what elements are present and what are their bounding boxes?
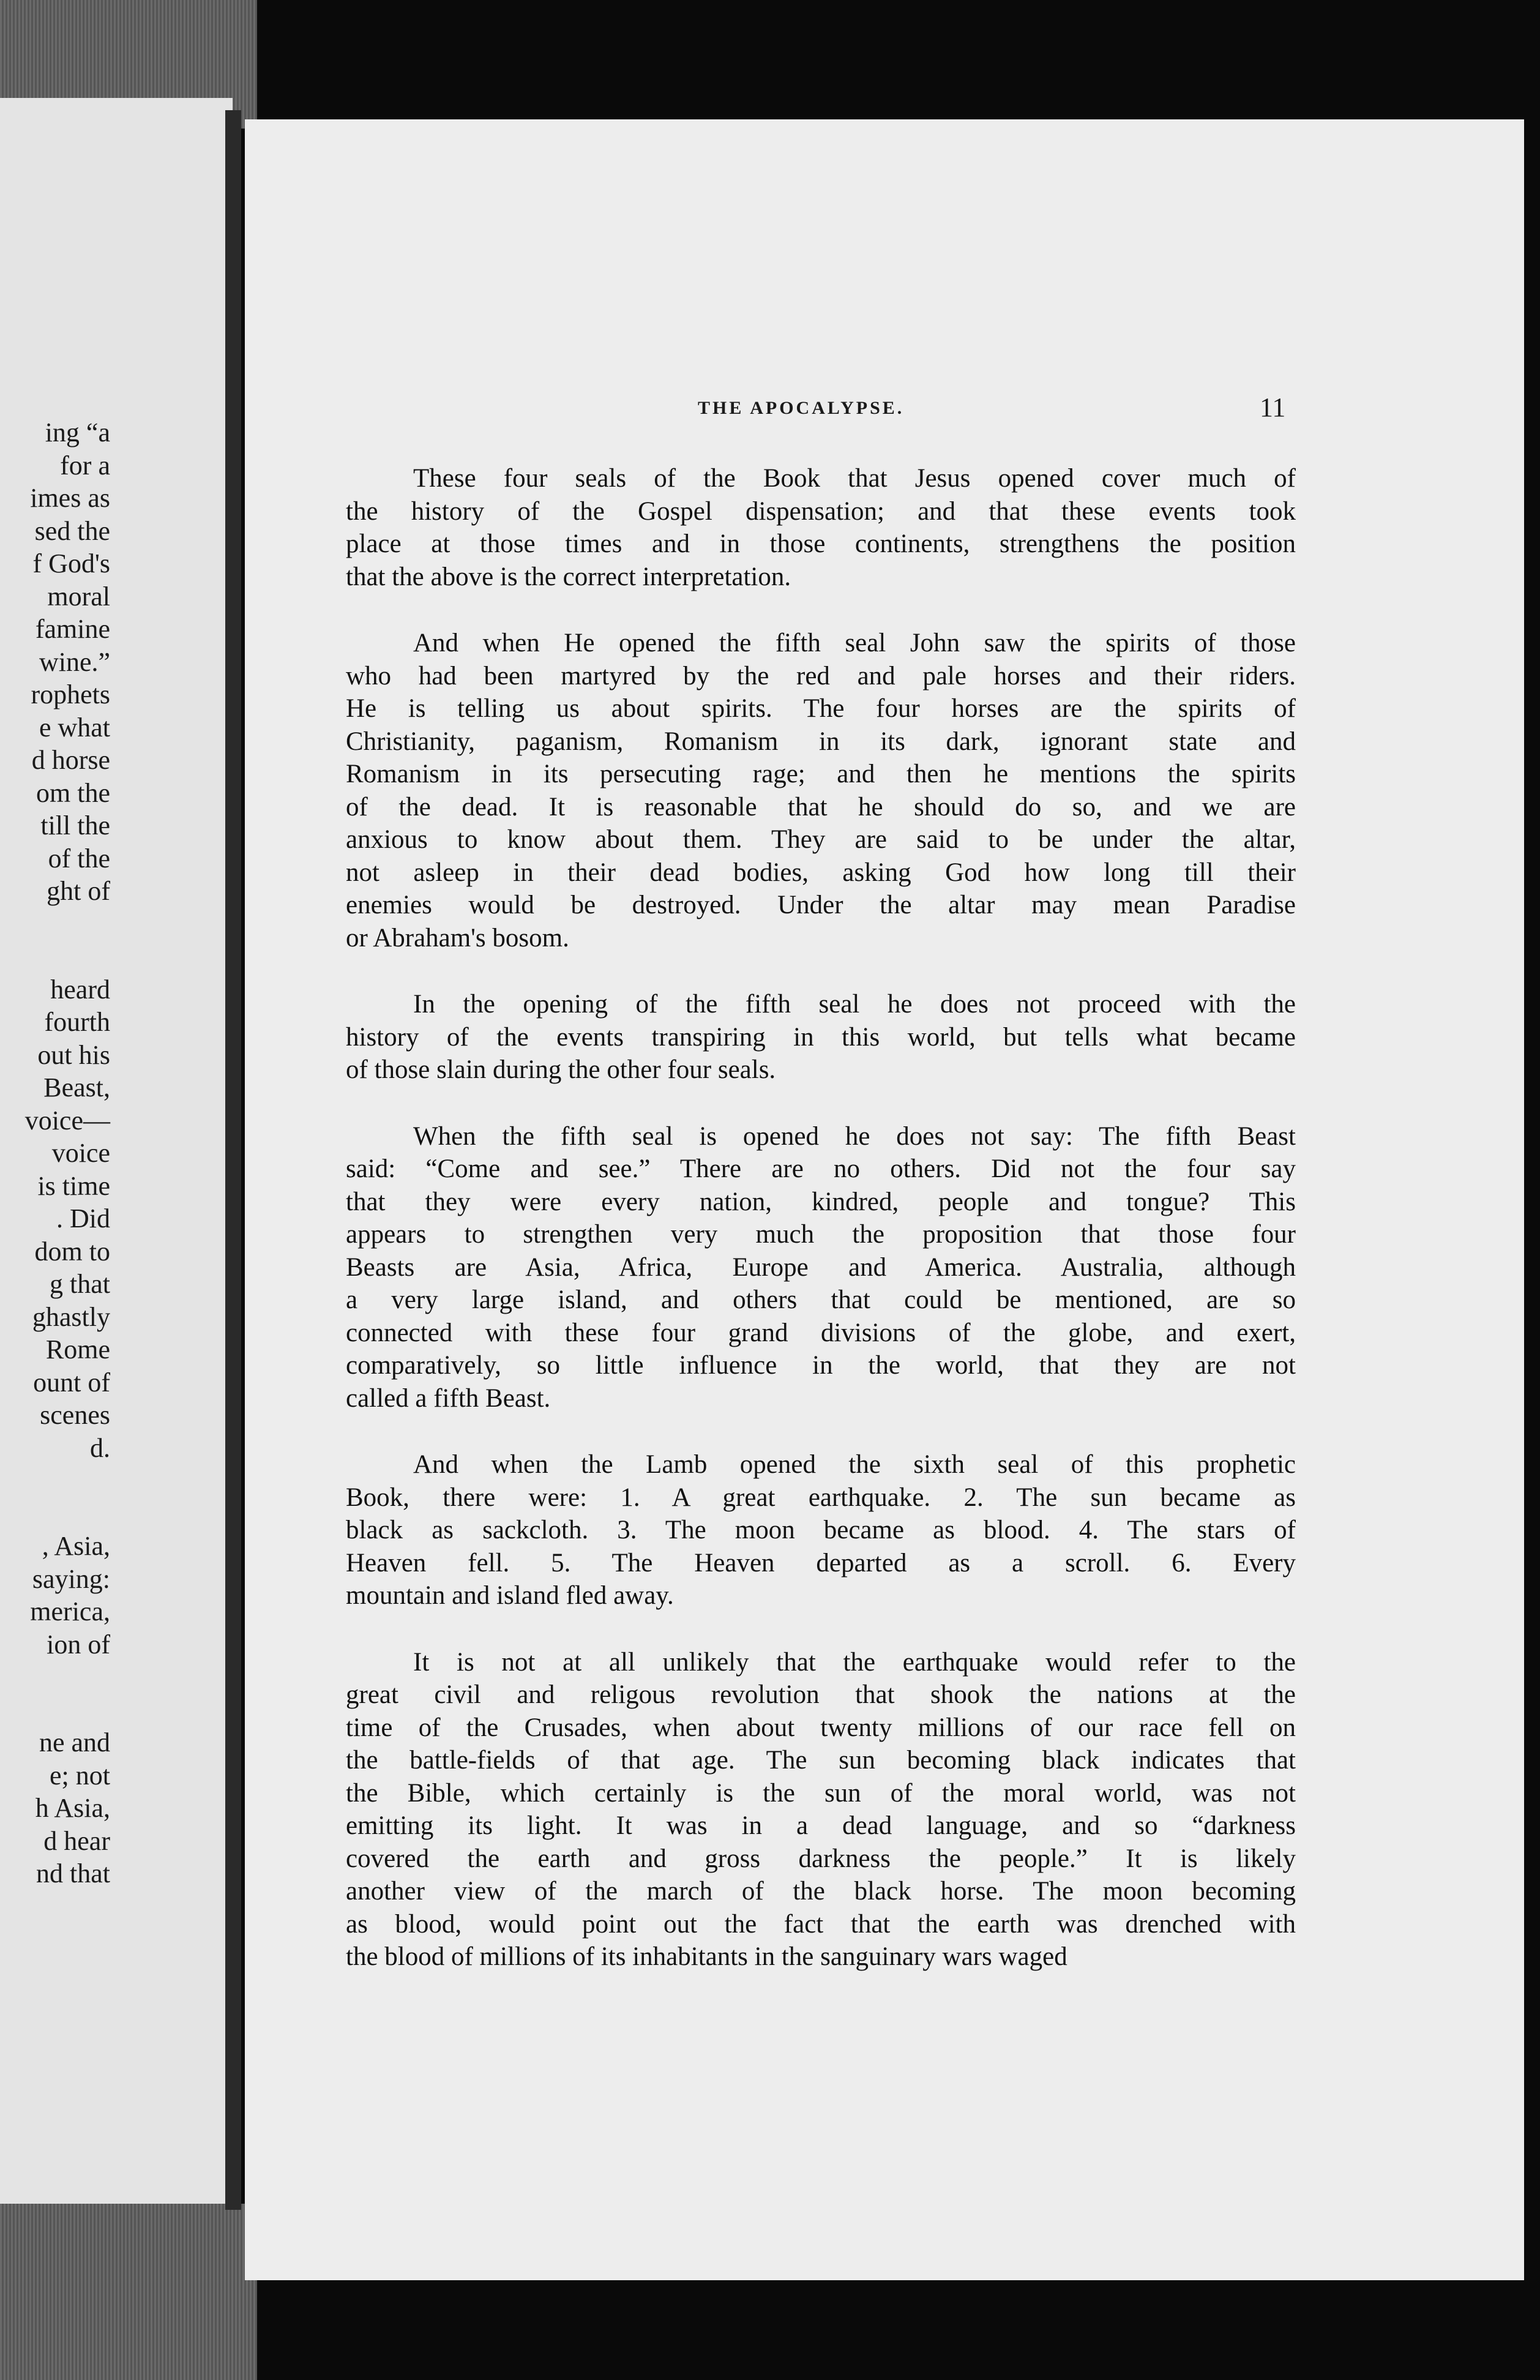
left-fragment-line: of the: [48, 843, 110, 874]
paragraph: [346, 988, 1296, 1087]
text-line: great civil and religous revolution that shook the nations at the: [346, 1680, 1296, 1709]
text-line: Beasts are Asia, Africa, Europe and America. Australia, although: [346, 1252, 1296, 1282]
text-line: of those slain during the other four seals.: [346, 1055, 776, 1084]
text-line: covered the earth and gross darkness the people.” It is likely: [346, 1844, 1296, 1873]
left-fragment-line: scenes: [40, 1400, 110, 1430]
body-text: [346, 462, 1296, 2007]
page-gutter: [225, 110, 241, 2210]
left-fragment-line: merica,: [30, 1596, 110, 1626]
left-fragment-line: d hear: [43, 1825, 110, 1856]
text-line: or Abraham's bosom.: [346, 923, 569, 952]
paragraph: [346, 1120, 1296, 1415]
text-line: He is telling us about spirits. The four horses are the spirits of: [346, 694, 1296, 723]
left-fragment-line: [0, 940, 110, 973]
text-line: time of the Crusades, when about twenty millions of our race fell on: [346, 1713, 1296, 1742]
left-fragment-line: [0, 1464, 110, 1497]
left-fragment-line: ght of: [47, 876, 110, 906]
left-fragment-line: voice: [51, 1138, 110, 1168]
text-line: Heaven fell. 5. The Heaven departed as a scroll. 6. Every: [346, 1548, 1296, 1577]
left-fragment-line: saying:: [32, 1563, 110, 1594]
text-line: another view of the march of the black horse. The moon becoming: [346, 1877, 1296, 1906]
paragraph: [346, 462, 1296, 593]
text-line: enemies would be destroyed. Under the altar may mean Paradise: [346, 891, 1296, 919]
left-fragment-line: wine.”: [39, 646, 110, 677]
text-line: that they were every nation, kindred, people and tongue? This: [346, 1187, 1296, 1216]
left-page: [0, 98, 233, 2204]
text-line: history of the events transpiring in this world, but tells what became: [346, 1022, 1296, 1052]
left-fragment-line: f God's: [32, 548, 110, 578]
left-fragment-line: ghastly: [32, 1301, 110, 1332]
left-fragment-line: imes as: [30, 483, 110, 513]
left-fragment-line: rophets: [31, 679, 110, 709]
left-fragment-line: ount of: [33, 1367, 110, 1398]
text-line: called a fifth Beast.: [346, 1383, 551, 1413]
left-fragment-line: [0, 1661, 110, 1694]
text-line: that the above is the correct interpretation.: [346, 562, 791, 591]
left-fragment-line: Beast,: [43, 1072, 110, 1102]
left-fragment-line: [0, 908, 110, 941]
left-fragment-line: dom to: [34, 1236, 110, 1267]
left-fragment-line: is time: [37, 1170, 110, 1201]
binding-cloth-bottom: [0, 2204, 257, 2380]
text-line: said: “Come and see.” There are no others. Did not the four say: [346, 1154, 1296, 1183]
left-fragment-line: g that: [50, 1269, 110, 1299]
left-fragment-line: fourth: [44, 1007, 110, 1037]
text-line: a very large island, and others that could be mentioned, are so: [346, 1285, 1296, 1314]
text-line: black as sackcloth. 3. The moon became as blood. 4. The stars of: [346, 1516, 1296, 1544]
left-fragment-line: sed the: [34, 515, 110, 546]
left-fragment-line: d horse: [31, 745, 110, 775]
left-fragment-line: out his: [37, 1039, 110, 1070]
left-fragment-line: [0, 1497, 110, 1530]
text-line: place at those times and in those continents, strengthens the position: [346, 530, 1296, 558]
text-line: the battle-fields of that age. The sun becoming black indicates that: [346, 1746, 1296, 1775]
text-line: who had been martyred by the red and pale horses and their riders.: [346, 661, 1296, 690]
text-line: Romanism in its persecuting rage; and then he mentions the spirits: [346, 760, 1296, 788]
left-fragment-line: e what: [39, 712, 110, 743]
left-fragment-line: d.: [90, 1432, 110, 1463]
left-fragment-line: [0, 1694, 110, 1727]
text-line: When the fifth seal is opened he does not say: The fifth Beast: [413, 1121, 1296, 1151]
left-fragment-line: for a: [60, 450, 110, 481]
text-line: emitting its light. It was in a dead language, and so “darkness: [346, 1811, 1296, 1840]
left-fragment-line: ne and: [39, 1727, 110, 1757]
left-fragment-line: ion of: [47, 1629, 110, 1660]
left-fragment-line: nd that: [36, 1858, 110, 1888]
text-line: Book, there were: 1. A great earthquake. 2. The sun became as: [346, 1483, 1296, 1512]
left-page-text-fragment: [0, 416, 110, 1890]
left-fragment-line: , Asia,: [42, 1531, 110, 1561]
left-fragment-line: moral: [47, 581, 110, 612]
text-line: And when He opened the fifth seal John saw the spirits of those: [413, 629, 1296, 657]
left-fragment-line: heard: [50, 974, 110, 1005]
text-line: mountain and island fled away.: [346, 1581, 674, 1610]
text-line: These four seals of the Book that Jesus opened cover much of: [413, 464, 1296, 493]
text-line: the history of the Gospel dispensation; and that these events took: [346, 496, 1296, 526]
text-line: In the opening of the fifth seal he does not proceed with the: [413, 990, 1296, 1019]
left-fragment-line: famine: [35, 614, 110, 644]
left-fragment-line: om the: [36, 777, 110, 808]
paragraph: [346, 1448, 1296, 1612]
running-head: THE APOCALYPSE.: [698, 398, 905, 418]
text-line: connected with these four grand divisions of the globe, and exert,: [346, 1318, 1296, 1347]
page-number: 11: [1260, 392, 1286, 422]
paragraph: [346, 627, 1296, 954]
paragraph: [346, 1646, 1296, 1974]
left-fragment-line: h Asia,: [35, 1793, 110, 1823]
text-line: not asleep in their dead bodies, asking God how long till their: [346, 858, 1296, 887]
left-fragment-line: Rome: [45, 1334, 110, 1364]
left-fragment-line: . Did: [56, 1203, 110, 1233]
text-line: of the dead. It is reasonable that he should do so, and we are: [346, 792, 1296, 821]
text-line: appears to strengthen very much the proposition that those four: [346, 1220, 1296, 1249]
left-fragment-line: till the: [40, 810, 110, 840]
text-line: anxious to know about them. They are said to be under the altar,: [346, 825, 1296, 854]
left-fragment-line: ing “a: [45, 417, 110, 447]
text-line: as blood, would point out the fact that the earth was drenched with: [346, 1909, 1296, 1939]
text-line: comparatively, so little influence in the world, that they are not: [346, 1351, 1296, 1380]
text-line: the blood of millions of its inhabitants in the sanguinary wars waged: [346, 1942, 1067, 1971]
left-fragment-line: e; not: [50, 1760, 110, 1791]
text-line: And when the Lamb opened the sixth seal of this prophetic: [413, 1450, 1296, 1479]
text-line: It is not at all unlikely that the earthquake would refer to the: [413, 1647, 1296, 1677]
left-fragment-line: voice—: [24, 1105, 110, 1136]
text-line: Christianity, paganism, Romanism in its dark, ignorant state and: [346, 727, 1296, 756]
text-line: the Bible, which certainly is the sun of the moral world, was not: [346, 1778, 1296, 1808]
